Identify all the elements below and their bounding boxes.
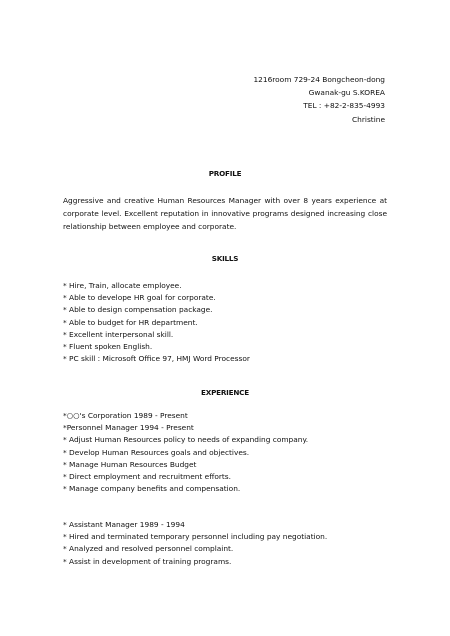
experience-item: * Assistant Manager 1989 - 1994 (63, 520, 185, 529)
address-line-2: Gwanak-gu S.KOREA (308, 88, 385, 98)
experience-item: * Manage Human Resources Budget (63, 459, 197, 469)
skills-heading: SKILLS (211, 254, 239, 263)
experience-item: *○○'s Corporation 1989 - Present (63, 411, 188, 420)
experience-item: * Adjust Human Resources policy to needs of expanding company. (63, 435, 309, 445)
experience-heading: EXPERIENCE (201, 388, 249, 397)
skill-item: * Fluent spoken English. (63, 342, 153, 352)
experience-item: * Manage company benefits and compensation. (63, 484, 241, 494)
address-line-1: 1216room 729-24 Bongcheon-dong (253, 75, 385, 84)
experience-item: * Direct employment and recruitment efforts. (63, 472, 231, 482)
profile-heading: PROFILE (208, 169, 242, 178)
skill-item: * Able to budget for HR department. (63, 317, 198, 327)
name-line: Christine (352, 114, 385, 124)
experience-item: * Analyzed and resolved personnel complaint. (63, 544, 234, 554)
experience-item: * Assist in development of training programs. (63, 556, 232, 566)
profile-text: Aggressive and creative Human Resources Manager with over 8 years experience at corporate level. Excellent reputation in innovative programs designed increasing close relationship between employee and corporate. (63, 196, 387, 231)
experience-item: *Personnel Manager 1994 - Present (63, 423, 194, 433)
skill-item: * Able to design compensation package. (63, 305, 213, 315)
skills-list (63, 280, 387, 365)
experience-current-list (63, 410, 387, 495)
contact-address-block (253, 73, 385, 126)
skill-item: * PC skill : Microsoft Office 97, HMJ Word Processor (63, 354, 250, 364)
experience-assistant-list (63, 519, 387, 568)
experience-item: * Develop Human Resources goals and objectives. (63, 447, 250, 457)
skill-item: * Excellent interpersonal skill. (63, 329, 174, 339)
phone-line: TEL : +82-2-835-4993 (303, 101, 385, 111)
experience-item: * Hired and terminated temporary personnel including pay negotiation. (63, 532, 328, 542)
skill-item: * Able to develope HR goal for corporate. (63, 293, 216, 303)
skill-item: * Hire, Train, allocate employee. (63, 281, 182, 290)
